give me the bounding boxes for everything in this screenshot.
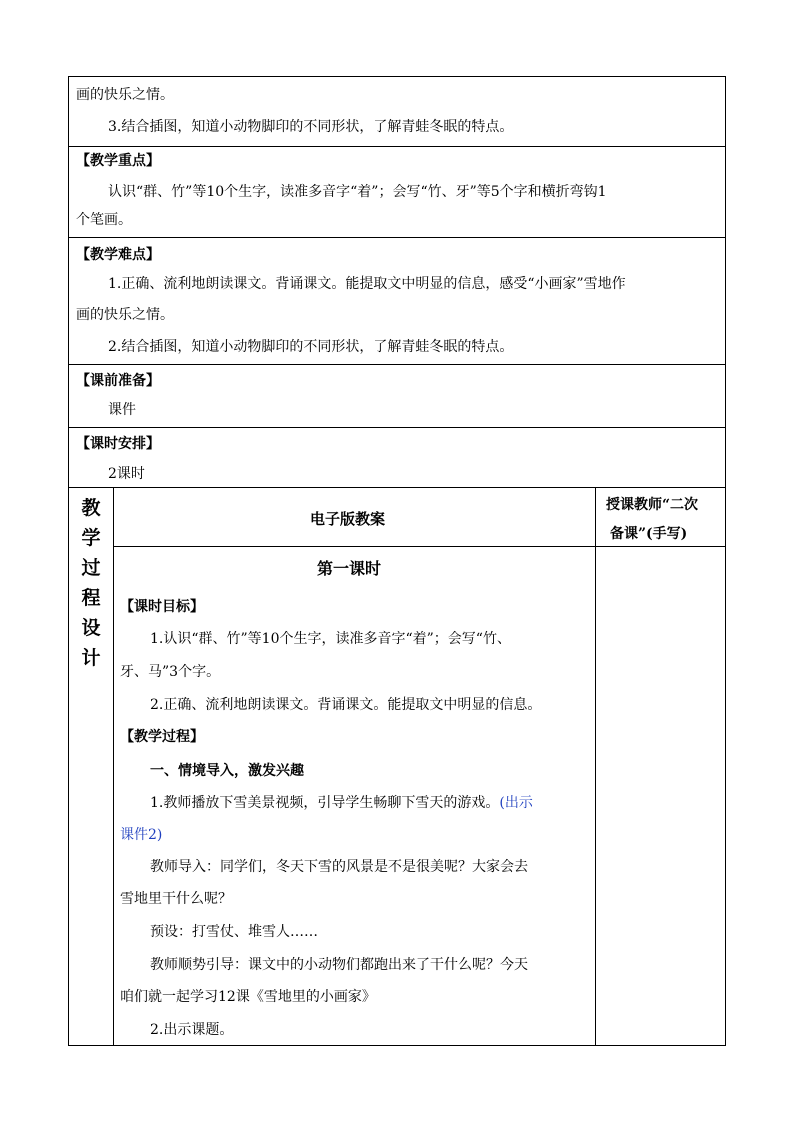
preparation-heading: 【课前准备】 — [76, 373, 160, 389]
teacher-notes-header-line-1: 授课教师“二次 — [606, 497, 699, 513]
side-char: 计 — [81, 647, 101, 669]
preparation-content: 课件 — [108, 402, 136, 418]
paragraph-1a — [150, 794, 533, 812]
column-divider — [595, 487, 596, 1045]
paragraph-5: 2.出示课题。 — [150, 1022, 234, 1038]
paragraph-2a: 教师导入：同学们，冬天下雪的风景是不是很美呢？大家会去 — [150, 859, 528, 875]
row-divider — [68, 364, 726, 365]
side-char: 教 — [81, 497, 101, 519]
difficulties-line-1: 1.正确、流利地朗读课文。背诵课文。能提取文中明显的信息，感受“小画家”雪地作 — [108, 276, 626, 292]
difficulties-heading: 【教学难点】 — [76, 247, 160, 263]
side-char: 程 — [81, 587, 101, 609]
table-border-top — [68, 76, 726, 77]
row-divider — [68, 427, 726, 428]
paragraph-1a-text: 1.教师播放下雪美景视频，引导学生畅聊下雪天的游戏。 — [150, 795, 500, 811]
paragraph-4a: 教师顺势引导：课文中的小动物们都跑出来了干什么呢？今天 — [150, 957, 528, 973]
lesson-goal-1b: 牙、马”3个字。 — [120, 664, 221, 680]
key-points-line-1: 认识“群、竹”等10个生字，读准多音字“着”；会写“竹、牙”等5个字和横折弯钩1 — [108, 184, 607, 200]
key-points-line-2: 个笔画。 — [76, 212, 132, 228]
paragraph-2b: 雪地里干什么呢？ — [120, 891, 232, 907]
teaching-process-heading: 【教学过程】 — [120, 729, 204, 745]
row-divider — [68, 487, 726, 488]
lesson-title: 第一课时 — [317, 559, 382, 578]
lesson-goal-1a: 1.认识“群、竹”等10个生字，读准多音字“着”；会写“竹、 — [150, 631, 511, 647]
schedule-content: 2课时 — [108, 466, 145, 482]
step-1-title: 一、情境导入，激发兴趣 — [150, 763, 304, 779]
lesson-goal-heading: 【课时目标】 — [120, 599, 204, 615]
table-border-right — [725, 76, 726, 1046]
lesson-goal-2: 2.正确、流利地朗读课文。背诵课文。能提取文中明显的信息。 — [150, 697, 542, 713]
courseware-ref-cont: 课件2) — [120, 827, 163, 843]
row-divider — [68, 237, 726, 238]
row-divider — [68, 146, 726, 147]
row-divider — [113, 546, 726, 547]
table-border-bottom — [68, 1045, 726, 1046]
electronic-plan-header: 电子版教案 — [310, 510, 386, 528]
paragraph-3: 预设：打雪仗、堆雪人…… — [150, 924, 318, 940]
objective-continuation: 画的快乐之情。 — [76, 87, 174, 103]
side-char: 学 — [81, 527, 101, 549]
objective-3: 3.结合插图，知道小动物脚印的不同形状，了解青蛙冬眠的特点。 — [108, 119, 514, 135]
process-side-label — [71, 493, 111, 673]
paragraph-4b: 咱们就一起学习12课《雪地里的小画家》 — [120, 989, 376, 1005]
side-char: 过 — [81, 557, 101, 579]
key-points-heading: 【教学重点】 — [76, 153, 160, 169]
courseware-ref: (出示 — [499, 795, 533, 811]
schedule-heading: 【课时安排】 — [76, 436, 160, 452]
difficulties-line-2: 画的快乐之情。 — [76, 307, 174, 323]
difficulties-line-3: 2.结合插图，知道小动物脚印的不同形状，了解青蛙冬眠的特点。 — [108, 339, 514, 355]
side-char: 设 — [81, 617, 101, 639]
teacher-notes-header-line-2: 备课”(手写) — [610, 526, 688, 542]
table-border-left — [68, 76, 69, 1046]
column-divider — [113, 487, 114, 1045]
